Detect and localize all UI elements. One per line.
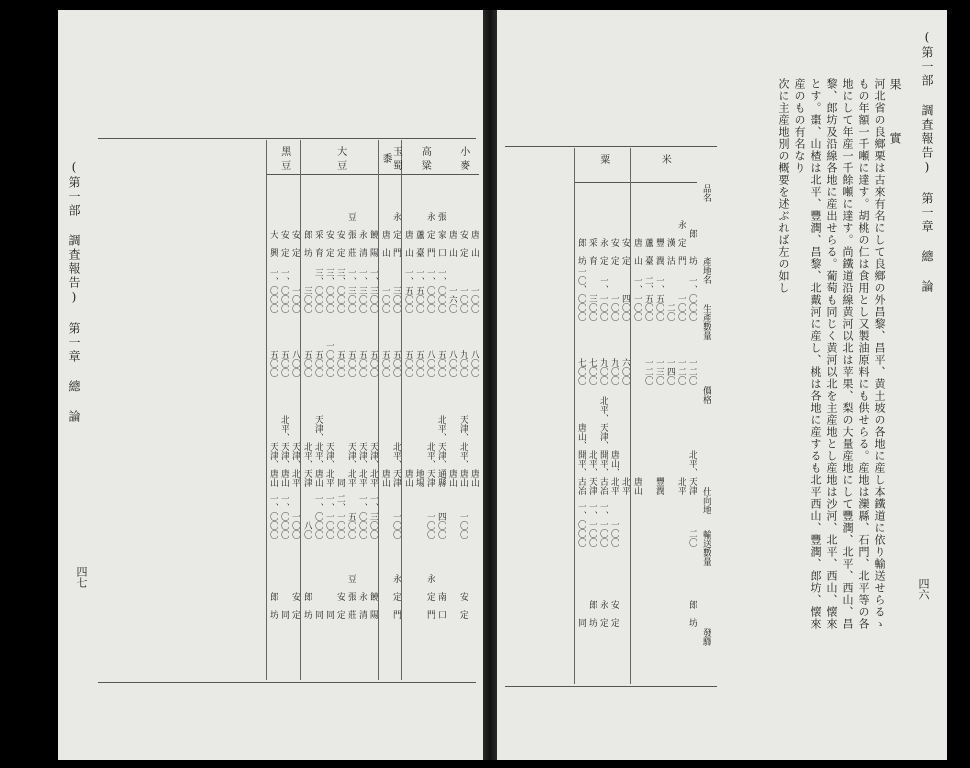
table-cell: 一、三〇〇 — [368, 494, 378, 539]
table-cell: 五〇〇 — [313, 350, 323, 377]
table-cell: 九〇〇 — [598, 358, 608, 385]
group-name — [446, 140, 479, 175]
table-cell — [402, 539, 413, 619]
table-cell: 郎 坊 — [687, 229, 697, 265]
table-row — [367, 175, 378, 619]
table-row — [597, 183, 608, 627]
table-cell: 一〇〇 — [380, 286, 390, 313]
table-cell: 天津、北平、唐山 — [458, 415, 468, 487]
table-cell: 郎 坊 — [302, 592, 312, 619]
table-group — [631, 148, 698, 684]
column-header: 生產數量 — [701, 304, 711, 340]
table-cell: 安 定 — [324, 230, 334, 257]
header-column — [697, 148, 711, 684]
table-cell: 一〇〇〇 — [324, 341, 334, 377]
table-cell: 一〇〇 — [458, 512, 468, 539]
left-page — [58, 10, 483, 760]
table-cell — [379, 487, 390, 539]
table-top-rule — [505, 146, 717, 147]
table-cell: 安 定 — [335, 592, 345, 619]
table-cell — [642, 385, 653, 495]
table-cell: 天津、唐山 — [268, 442, 278, 487]
table-cell — [675, 495, 686, 547]
table-cell: 一、〇〇〇 — [279, 494, 289, 539]
table-cell: 豆 張 莊 — [346, 212, 356, 257]
table-cell: 同 — [335, 478, 345, 487]
table-cell: 五〇〇 — [436, 350, 446, 377]
right-page — [497, 10, 947, 760]
table-cell: 張 家 口 — [436, 212, 446, 257]
table-cell: 采 育 — [587, 238, 597, 265]
table-row — [608, 183, 619, 627]
table-cell — [642, 547, 653, 627]
table-cell: 北平、天津 — [425, 442, 435, 487]
table-cell: 三、〇〇〇 — [335, 268, 345, 313]
table-cell: 唐 山 — [632, 238, 642, 265]
table-cell: 八〇〇 — [290, 350, 300, 377]
table-cell: 北平、天津、通縣 — [436, 415, 446, 487]
table-cell: 五〇〇 — [268, 350, 278, 377]
table-cell: 五〇〇 — [302, 350, 312, 377]
group-name — [402, 140, 446, 175]
table-cell: 一〇〇 — [458, 286, 468, 313]
page-number: 四七 — [75, 566, 88, 588]
column-header: 輸送數量 — [701, 530, 711, 566]
table-cell: 唐 山 — [447, 230, 457, 257]
table-row — [402, 175, 413, 619]
table-cell — [675, 547, 686, 627]
table-cell: 三、〇〇〇 — [324, 268, 334, 313]
table-row — [312, 175, 323, 619]
table-cell: 五〇〇 — [380, 350, 390, 377]
table-row — [575, 183, 586, 627]
column-header: 價格 — [701, 386, 711, 404]
table-row — [586, 183, 597, 627]
table-cell: 四〇〇 — [620, 294, 630, 321]
table-row — [356, 175, 367, 619]
table-row — [642, 183, 653, 627]
table-cell: 九〇〇 — [609, 358, 619, 385]
table-cell: 北平、天津、唐山 — [279, 415, 289, 487]
table-row — [413, 175, 424, 619]
table-cell: 一、五〇〇 — [403, 268, 413, 313]
column-header: 仕向地 — [701, 487, 711, 514]
table-cell: 六〇〇 — [620, 358, 630, 385]
table-cell: 郎 坊 — [687, 600, 697, 627]
table-cell: 一、〇〇〇 — [425, 268, 435, 313]
table-cell: 永 定 門 — [391, 212, 401, 257]
table-row — [301, 175, 312, 619]
table-row — [379, 175, 390, 619]
table-row — [435, 175, 446, 619]
table-cell: 唐山 — [403, 469, 413, 487]
table-cell: 天津、北平 — [324, 442, 334, 487]
table-cell: 一、〇〇〇 — [313, 494, 323, 539]
table-cell: 七〇〇 — [587, 358, 597, 385]
table-cell: 一四〇 — [665, 358, 675, 385]
table-cell: 唐山 — [632, 477, 642, 495]
table-row — [390, 175, 401, 619]
table-cell: 蘆 臺 — [414, 230, 424, 257]
table-cell: 一、〇〇〇 — [576, 502, 586, 547]
table-cell: 一〇〇 — [290, 286, 300, 313]
table-cell: 一、〇〇〇 — [687, 276, 697, 321]
table-row — [468, 175, 479, 619]
table-cell: 一、〇〇〇 — [436, 268, 446, 313]
table-cell: 豆 張 莊 — [346, 574, 356, 619]
table-row — [664, 183, 675, 627]
table-cell: 永 清 — [357, 230, 367, 257]
table-cell: 北平、天津 — [687, 450, 697, 495]
group-name — [267, 140, 300, 175]
table-cell: 二、五〇〇 — [643, 276, 653, 321]
table-cell: 北平、天津 — [587, 450, 597, 495]
table-cell: 五〇〇 — [403, 350, 413, 377]
table-row — [457, 175, 468, 619]
table-cell — [664, 495, 675, 547]
table-cell: 一〇〇 — [290, 512, 300, 539]
table-cell: 唐 山 — [403, 230, 413, 257]
table-cell: 三、〇〇〇 — [313, 268, 323, 313]
section-title: 果 實 — [888, 78, 902, 158]
table-cell: 五〇〇 — [346, 350, 356, 377]
table-cell: 五〇〇 — [414, 350, 424, 377]
table-cell: 安 定 — [620, 238, 630, 265]
table-cell: 八〇〇 — [447, 350, 457, 377]
table-cell: 唐山、北平 — [609, 450, 619, 495]
table-cell: 一〇〇 — [391, 512, 401, 539]
table-cell: 一、五〇〇 — [414, 268, 424, 313]
table-cell: 饒 陽 — [368, 230, 378, 257]
table-cell: 北平 — [676, 477, 686, 495]
table-cell: 八〇〇 — [425, 350, 435, 377]
table-cell: 安 定 — [335, 230, 345, 257]
table-cell: 二〇 — [687, 529, 697, 547]
table-cell: 天津、北平 — [357, 442, 367, 487]
table-row — [631, 183, 642, 627]
table-cell: 安 定 — [458, 592, 468, 619]
table-row — [424, 175, 435, 619]
table-cell: 三〇〇 — [391, 286, 401, 313]
table-cell: 同 — [324, 610, 334, 619]
table-cell: 唐山 — [469, 469, 479, 487]
table-row — [619, 183, 630, 627]
column-header: 發驛 — [701, 628, 711, 646]
table-cell: 一、一〇〇 — [598, 276, 608, 321]
table-cell: 豐 潤 — [654, 238, 664, 265]
table-cell: 五〇〇 — [335, 350, 345, 377]
table-cell — [446, 487, 457, 539]
table-cell: 安 定 — [458, 230, 468, 257]
table-cell — [413, 487, 424, 539]
table-cell: 唐 山 — [380, 230, 390, 257]
table-row — [267, 175, 278, 619]
table-row — [653, 183, 664, 627]
table-cell: 郎 坊 — [587, 600, 597, 627]
table-cell: 一、一〇〇 — [632, 276, 642, 321]
table-cell: 一、一〇〇 — [598, 502, 608, 547]
table-row — [323, 175, 334, 619]
produce-table — [266, 140, 479, 680]
table-cell: 北平、天津 — [302, 442, 312, 487]
table-cell: 一〇〇 — [425, 512, 435, 539]
table-cell: 一、一〇〇 — [587, 502, 597, 547]
table-cell: 漢 沽 — [665, 238, 675, 265]
table-cell: 一、〇〇〇 — [357, 494, 367, 539]
group-name-text: 玉蜀黍 — [380, 146, 402, 174]
table-cell: 一〇〇 — [609, 520, 619, 547]
table-cell: 一、一〇〇 — [324, 494, 334, 539]
book-gutter — [483, 10, 497, 760]
table-cell — [664, 547, 675, 627]
table-cell: 永 定 門 — [676, 220, 686, 265]
column-header: 產地名 — [701, 257, 711, 284]
table-cell: 唐山、開平、古冶 — [576, 423, 586, 495]
table-cell: 八〇 — [302, 521, 312, 539]
table-top-rule — [98, 138, 476, 139]
table-cell: 一〇〇 — [676, 294, 686, 321]
paragraph: 河北省の良鄉栗は古來有名にして良鄉の外昌黎、昌平、黄土坡の各地に産し本鐵道に依り輸送せらるゝもの年額一千噸に達す。胡桃の仁は食用とし又製油原料にも供せらる。産地は灤縣、石門、北平等の各地にして年産一千餘噸に達す。尚鐵道沿線黄河以北は苹果、梨の大量産地にして豐潤、北平、西山、昌黎、郎坊及沿線各地に産出せらる。葡萄も同じく黄河以北を主産地とし産地は沙河、北平、西山、懐來とす。棗、山楂は北平、豐潤、昌黎、北戴河に産し、桃は各地に産するも北平西山、豐潤、郎坊、懐來産のもの有名なり — [793, 78, 886, 630]
table-cell: 一、三〇〇 — [368, 268, 378, 313]
table-cell: 一、〇〇〇 — [279, 268, 289, 313]
table-cell: 永 定 — [598, 600, 608, 627]
table-cell: 蘆 臺 — [643, 238, 653, 265]
table-group — [267, 140, 301, 680]
table-row — [446, 175, 457, 619]
table-cell: 安 定 — [609, 600, 619, 627]
table-cell — [468, 487, 479, 539]
table-cell — [468, 539, 479, 619]
table-cell: 同 — [279, 610, 289, 619]
group-name-text: 高粱 — [419, 146, 431, 174]
table-cell: 采 育 — [313, 230, 323, 257]
table-cell: 天津、北平 — [346, 442, 356, 487]
table-cell: 郎 坊 — [302, 230, 312, 257]
table-row — [675, 183, 686, 627]
paragraph: 次に主産地別の概要を述ぶれば左の如し — [777, 78, 790, 294]
table-group — [575, 148, 631, 684]
table-cell — [653, 547, 664, 627]
table-cell: 北平 — [620, 477, 630, 495]
page-header: (第一部 調査報告) 第一章 總 論 — [67, 160, 81, 424]
table-cell: 七〇〇 — [576, 358, 586, 385]
table-group — [379, 140, 402, 680]
table-row — [278, 175, 289, 619]
table-row — [345, 175, 356, 619]
page-number: 四六 — [917, 578, 930, 600]
table-cell: 安 定 — [279, 230, 289, 257]
table-bottom-rule — [98, 682, 476, 683]
table-cell: 一、〇〇〇 — [268, 494, 278, 539]
table-cell — [619, 495, 630, 547]
table-cell — [446, 539, 457, 619]
table-cell: 安 定 — [290, 592, 300, 619]
table-cell — [631, 547, 642, 627]
group-name-text: 米 — [659, 154, 671, 168]
group-name-text: 小麥 — [457, 146, 469, 174]
column-header: 品名 — [701, 184, 711, 202]
table-cell — [653, 495, 664, 547]
table-cell: 一〇〇 — [469, 286, 479, 313]
group-name-text: 大豆 — [334, 146, 346, 174]
group-name-text: 黑豆 — [278, 146, 290, 174]
table-group — [301, 140, 379, 680]
table-group — [446, 140, 479, 680]
table-cell: 一、〇〇〇 — [268, 268, 278, 313]
table-cell: 一三〇 — [654, 358, 664, 385]
group-name — [379, 140, 401, 175]
table-cell: 三〇〇 — [587, 294, 597, 321]
page-header: (第一部 調査報告) 第一章 總 論 — [920, 30, 934, 294]
table-cell: 南 口 — [436, 592, 446, 619]
table-cell: 五〇〇 — [368, 350, 378, 377]
table-cell: 永 定 門 — [391, 574, 401, 619]
table-cell: 四〇〇 — [436, 512, 446, 539]
table-cell: 五〇〇 — [346, 512, 356, 539]
table-cell: 郎 坊 — [268, 592, 278, 619]
table-cell: 唐山 — [380, 469, 390, 487]
table-cell: 八〇〇 — [469, 350, 479, 377]
group-name — [631, 148, 697, 183]
table-cell: 永 定 — [598, 238, 608, 265]
group-name — [301, 140, 378, 175]
table-bottom-rule — [505, 686, 717, 687]
table-row — [686, 183, 697, 627]
group-name-text: 粟 — [597, 154, 609, 168]
table-cell: 北平、天津 — [391, 442, 401, 487]
table-cell — [631, 495, 642, 547]
table-cell: 一〇〇 — [609, 294, 619, 321]
table-cell: 同 — [576, 618, 586, 627]
table-row — [334, 175, 345, 619]
table-cell — [631, 321, 642, 385]
table-group — [402, 140, 447, 680]
table-cell: 一二〇 — [643, 358, 653, 385]
table-cell: 饒 陽 — [368, 592, 378, 619]
table-cell: 一六〇 — [447, 286, 457, 313]
table-cell: 唐山 — [447, 469, 457, 487]
table-cell: 郎 坊 — [576, 238, 586, 265]
table-cell: 一、五〇〇 — [654, 276, 664, 321]
table-cell — [379, 539, 390, 619]
group-name — [575, 148, 630, 183]
produce-table — [574, 148, 711, 684]
table-cell: 天津、北平 — [368, 442, 378, 487]
table-cell: 二、一〇〇 — [335, 494, 345, 539]
table-cell: 天津、北平、唐山 — [313, 415, 323, 487]
table-cell: 一〇、〇〇〇 — [576, 267, 586, 321]
table-cell: 五〇〇 — [357, 350, 367, 377]
table-row — [289, 175, 300, 619]
table-cell: 九〇〇 — [458, 350, 468, 377]
table-cell: 二〇 — [665, 303, 675, 321]
table-cell — [402, 487, 413, 539]
table-cell: 大 興 — [268, 230, 278, 257]
table-cell: 北平、天津、開平、古冶 — [598, 396, 608, 495]
table-cell: 唐 山 — [469, 230, 479, 257]
table-cell: 安 定 — [290, 230, 300, 257]
table-cell: 一、三〇〇 — [357, 268, 367, 313]
table-cell — [619, 547, 630, 627]
table-cell: 地場 — [414, 469, 424, 487]
table-cell — [664, 385, 675, 495]
table-cell: 永 定 門 — [425, 574, 435, 619]
table-cell: 天津、北平 — [290, 442, 300, 487]
table-cell: 豐潤 — [654, 477, 664, 495]
table-cell: 五〇〇 — [391, 350, 401, 377]
table-cell: 三〇〇 — [302, 286, 312, 313]
table-cell: 一二〇 — [687, 358, 697, 385]
table-cell: 同 — [313, 610, 323, 619]
table-cell — [642, 495, 653, 547]
table-cell: 五〇〇 — [279, 350, 289, 377]
table-cell: 一、三〇〇 — [346, 268, 356, 313]
table-cell: 永 清 — [357, 592, 367, 619]
table-cell — [413, 539, 424, 619]
table-cell: 一二〇 — [676, 358, 686, 385]
table-cell: 永 定 門 — [425, 212, 435, 257]
table-cell: 安 定 — [609, 238, 619, 265]
